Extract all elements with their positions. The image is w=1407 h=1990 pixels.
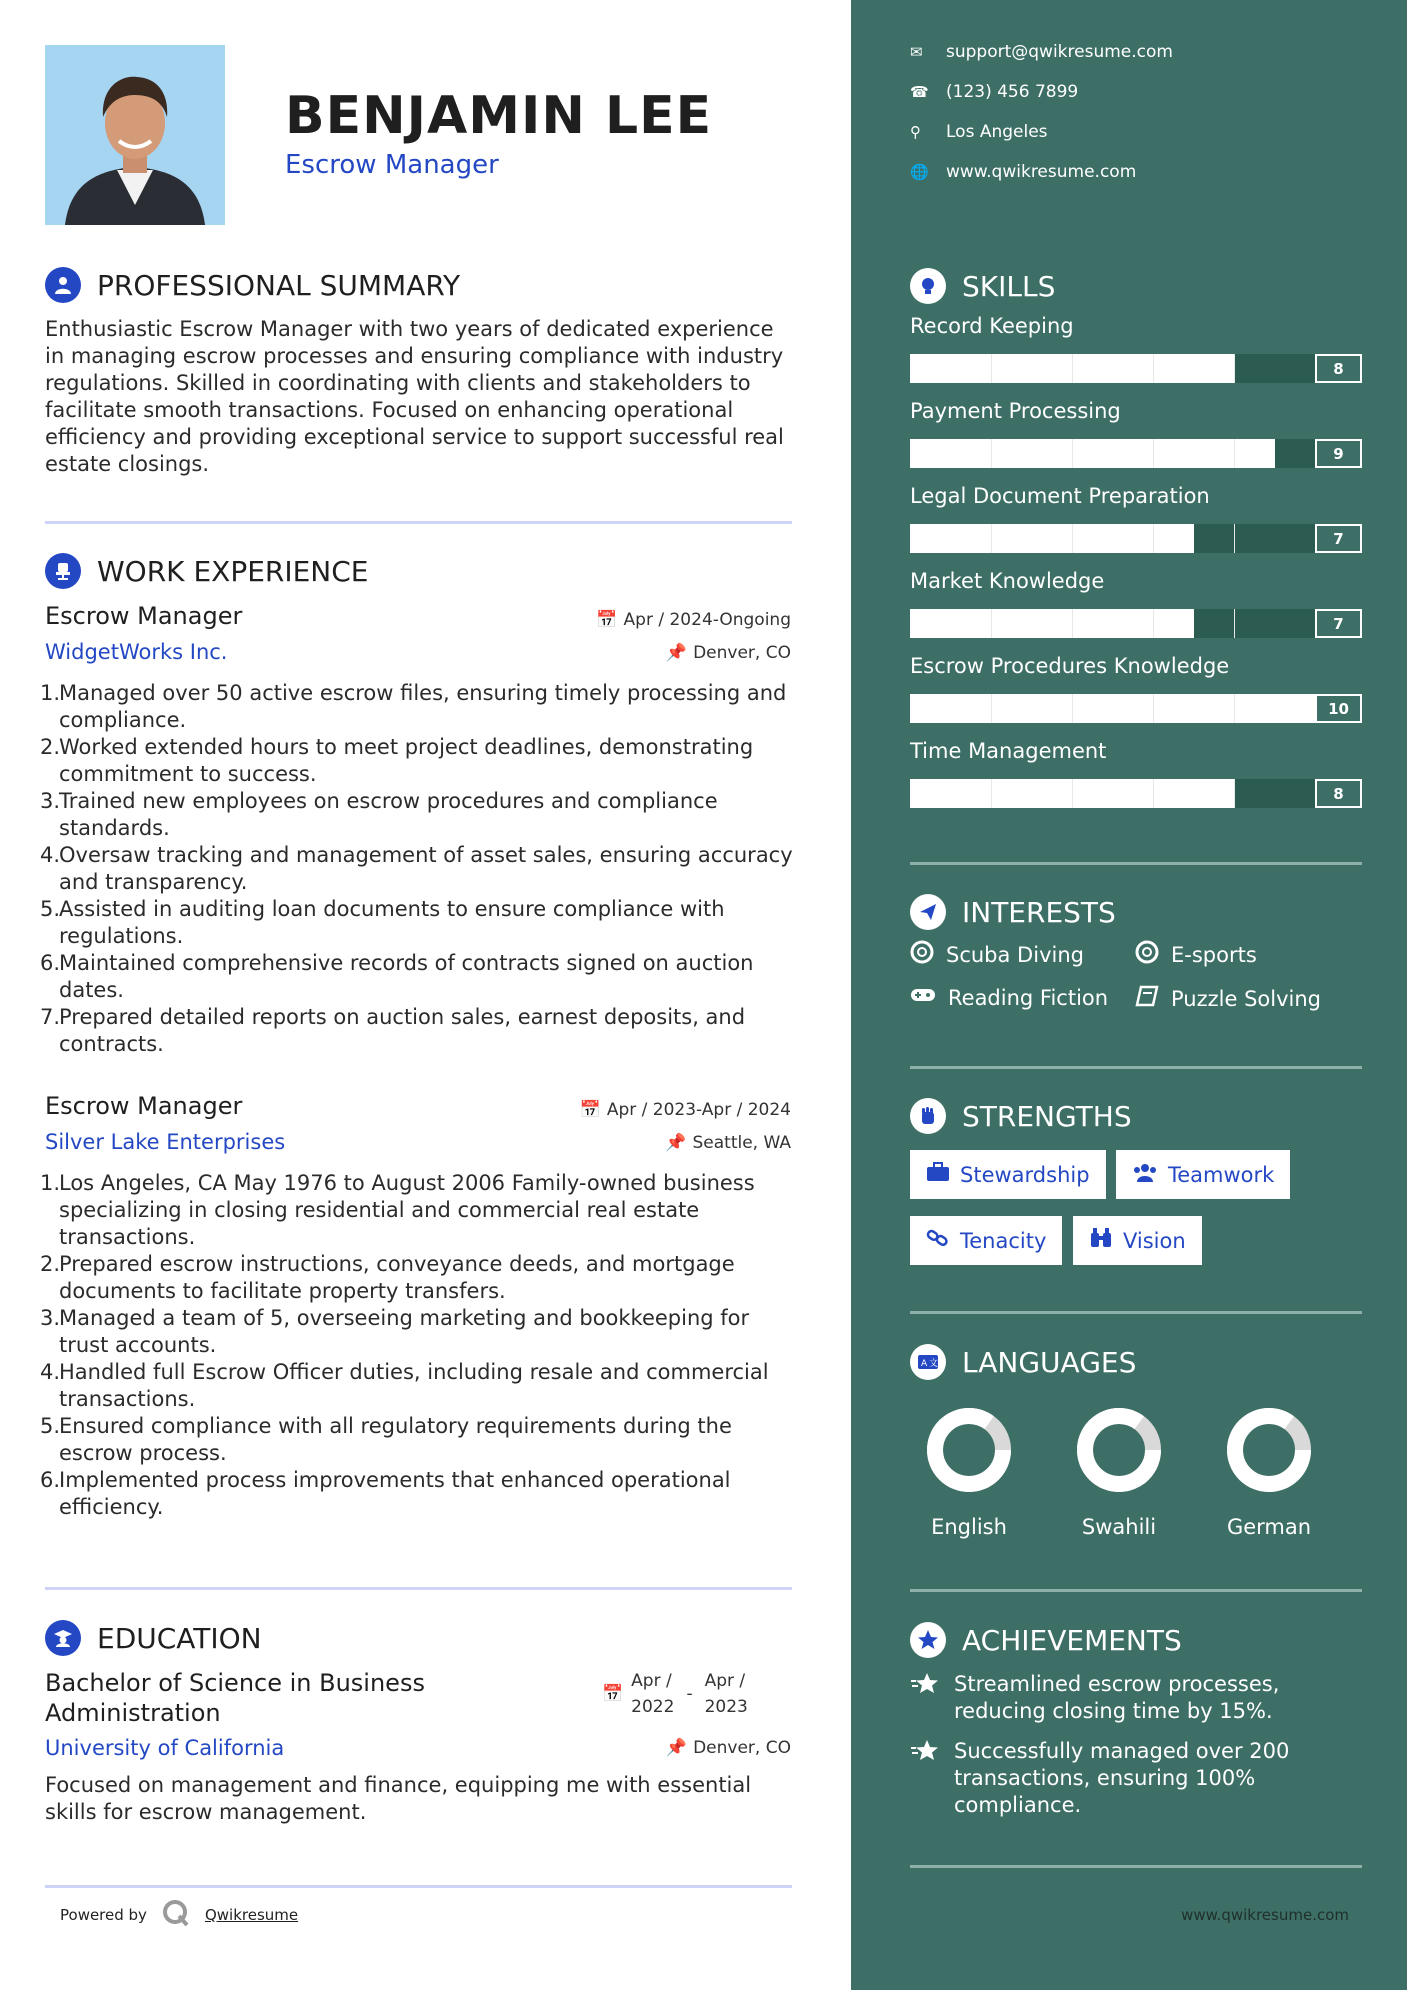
contact-location — [910, 122, 1173, 142]
skill-bar — [910, 779, 1315, 808]
list-item: 1. Los Angeles, CA May 1976 to August 2006 Family-owned business specializing in closing residential and commercial real estate transactions. — [40, 1171, 755, 1249]
education-location-text: Denver, CO — [693, 1738, 791, 1758]
calendar-icon: 📅 — [579, 1100, 601, 1120]
strengths-heading — [910, 1098, 1132, 1134]
strength-label: Stewardship — [960, 1162, 1090, 1187]
skill-bar — [910, 694, 1315, 723]
strength-chip — [1116, 1150, 1290, 1199]
candidate-name: BENJAMIN LEE — [285, 86, 713, 146]
contact-phone-text: (123) 456 7899 — [946, 82, 1079, 102]
job-dates — [596, 610, 791, 630]
svg-text:A: A — [921, 1359, 928, 1369]
job-duties — [40, 1170, 800, 1521]
education-title: EDUCATION — [97, 1621, 262, 1655]
experience-title: WORK EXPERIENCE — [97, 554, 369, 588]
job-title: Escrow Manager — [45, 602, 243, 630]
skill-level-badge: 10 — [1315, 694, 1362, 723]
education-heading — [45, 1620, 262, 1656]
star-icon — [910, 1738, 940, 1819]
strength-chip — [1073, 1216, 1202, 1265]
achievements-title: ACHIEVEMENTS — [962, 1623, 1182, 1657]
strength-chip — [910, 1150, 1106, 1199]
job-location-text: Seattle, WA — [692, 1133, 791, 1153]
sidebar — [851, 0, 1407, 1990]
skill-level-badge: 8 — [1315, 779, 1362, 808]
office-chair-icon — [45, 553, 81, 589]
achievement-text: Streamlined escrow processes, reducing closing time by 15%. — [954, 1672, 1280, 1723]
skill-bar-segment — [1153, 779, 1154, 808]
skill-bar-fill — [910, 609, 1194, 638]
skill-row — [910, 484, 1365, 554]
languages-title: LANGUAGES — [962, 1345, 1137, 1379]
user-icon — [45, 267, 81, 303]
pin-icon: 📌 — [665, 1738, 688, 1758]
skill-bar-segment — [991, 694, 992, 723]
map-marker-icon: ⚲ — [910, 123, 921, 141]
language-donut — [894, 1405, 1044, 1505]
start-date: Apr / 2022 — [631, 1671, 675, 1717]
skill-bar-segment — [1153, 354, 1154, 383]
contact-list — [910, 42, 1173, 182]
pin-icon: 📌 — [665, 643, 688, 663]
job-title: Escrow Manager — [45, 1092, 243, 1120]
education-text: Focused on management and finance, equipping me with essential skills for escrow management. — [45, 1773, 752, 1824]
section-divider — [910, 1589, 1362, 1592]
phone-icon: ☎ — [910, 83, 929, 101]
list-item: 2. Prepared escrow instructions, conveyance deeds, and mortgage documents to facilitate property transfers. — [40, 1252, 735, 1303]
list-item: 2. Worked extended hours to meet project deadlines, demonstrating commitment to success. — [40, 735, 754, 786]
job-dates-text: Apr / 2023-Apr / 2024 — [606, 1100, 791, 1120]
footer-url[interactable]: www.qwikresume.com — [1181, 1906, 1349, 1924]
list-item: 6. Implemented process improvements that enhanced operational efficiency. — [40, 1468, 731, 1519]
contact-phone[interactable] — [910, 82, 1173, 102]
skill-bar-segment — [991, 439, 992, 468]
strength-label: Vision — [1123, 1228, 1186, 1253]
language-item — [894, 1405, 1044, 1539]
skill-name: Payment Processing — [910, 399, 1121, 423]
star-badge-icon — [910, 1622, 946, 1658]
interest-item — [910, 985, 1108, 1010]
interests-title: INTERESTS — [962, 895, 1116, 929]
skill-name: Market Knowledge — [910, 569, 1105, 593]
skill-bar-segment — [1234, 694, 1235, 723]
job-company: Silver Lake Enterprises — [45, 1130, 286, 1154]
interest-item — [1135, 940, 1257, 969]
skill-row — [910, 314, 1365, 384]
summary-title: PROFESSIONAL SUMMARY — [97, 268, 461, 302]
job-location — [665, 1133, 791, 1153]
profile-photo — [45, 45, 225, 225]
job-duties — [40, 680, 800, 1058]
calendar-icon: 📅 — [602, 1684, 624, 1704]
interest-label: Reading Fiction — [948, 985, 1109, 1010]
translate-icon — [910, 1344, 946, 1380]
list-item: 7. Prepared detailed reports on auction sales, earnest deposits, and contracts. — [40, 1005, 746, 1056]
list-item: 3. Trained new employees on escrow procedures and compliance standards. — [40, 789, 718, 840]
interest-label: Puzzle Solving — [1171, 986, 1321, 1011]
school-name: University of California — [45, 1736, 285, 1760]
language-name: German — [1226, 1515, 1312, 1539]
education-dates — [602, 1668, 748, 1720]
list-item: 5. Ensured compliance with all regulatory requirements during the escrow process. — [40, 1414, 732, 1465]
language-donut — [1194, 1405, 1344, 1505]
lightbulb-icon — [910, 268, 946, 304]
skill-row — [910, 569, 1365, 639]
achievement-item — [910, 1671, 1330, 1725]
book-icon — [1135, 985, 1159, 1012]
skill-bar-segment — [1072, 439, 1073, 468]
users-icon — [1132, 1162, 1158, 1187]
language-item — [1194, 1405, 1344, 1539]
strengths-title: STRENGTHS — [962, 1099, 1132, 1133]
summary-text: Enthusiastic Escrow Manager with two years of dedicated experience in managing escrow processes and ensuring compliance with industry regulations. Skilled in coordinating with clients and stakeholders to facilitate smooth transactions. Focused on enhancing operational efficiency and providing exceptional service to support successful real estate closings. — [45, 317, 784, 476]
globe-icon: 🌐 — [910, 163, 929, 181]
skill-bar-segment — [991, 354, 992, 383]
list-item: 4. Oversaw tracking and management of asset sales, ensuring accuracy and transparency. — [40, 843, 793, 894]
section-divider — [910, 1066, 1362, 1069]
star-icon — [910, 1671, 940, 1725]
experience-heading — [45, 553, 368, 589]
achievements-heading — [910, 1622, 1182, 1658]
language-name: Swahili — [1081, 1515, 1157, 1539]
summary-heading — [45, 267, 460, 303]
lifebuoy-icon — [1135, 940, 1159, 969]
skill-bar-segment — [1234, 524, 1235, 553]
skill-bar-segment — [1072, 524, 1073, 553]
svg-text:文: 文 — [929, 1359, 939, 1369]
qwikresume-logo-icon — [161, 1898, 191, 1932]
education-location — [666, 1738, 791, 1758]
section-divider — [910, 1311, 1362, 1314]
contact-location-text: Los Angeles — [946, 122, 1048, 142]
skill-bar-segment — [991, 779, 992, 808]
language-donut — [1044, 1405, 1194, 1505]
degree-line: Bachelor of Science in Business — [45, 1669, 425, 1697]
paper-plane-icon — [910, 894, 946, 930]
skill-row — [910, 654, 1365, 724]
skill-level-badge: 9 — [1315, 439, 1362, 468]
skill-bar-segment — [1072, 779, 1073, 808]
degree-title — [45, 1668, 425, 1728]
language-item — [1044, 1405, 1194, 1539]
skill-row — [910, 399, 1365, 469]
interest-item — [910, 940, 1084, 969]
job-location-text: Denver, CO — [693, 643, 791, 663]
skill-bar-segment — [1234, 609, 1235, 638]
fist-icon — [910, 1098, 946, 1134]
calendar-icon: 📅 — [596, 610, 618, 630]
powered-by — [60, 1898, 298, 1932]
skill-name: Time Management — [910, 739, 1107, 763]
skill-bar-segment — [1072, 354, 1073, 383]
job-dates — [580, 1100, 791, 1120]
section-divider — [45, 1587, 792, 1590]
strength-chip — [910, 1216, 1062, 1265]
languages-list — [894, 1405, 1354, 1555]
skill-level-badge: 8 — [1315, 354, 1362, 383]
link-icon — [926, 1228, 950, 1253]
degree-line: Administration — [45, 1699, 221, 1727]
briefcase-icon — [926, 1162, 950, 1187]
section-divider — [910, 1865, 1362, 1868]
achievement-item — [910, 1738, 1330, 1819]
skill-bar-segment — [1153, 439, 1154, 468]
skill-bar-segment — [991, 609, 992, 638]
date-separator: - — [686, 1684, 693, 1704]
skill-bar-segment — [1072, 694, 1073, 723]
skills-heading — [910, 268, 1055, 304]
end-date: Apr / 2023 — [704, 1671, 748, 1717]
pin-icon: 📌 — [665, 1133, 687, 1153]
strength-label: Teamwork — [1168, 1162, 1275, 1187]
section-divider — [45, 521, 792, 524]
skill-bar-segment — [1234, 779, 1235, 808]
skill-bar-segment — [1234, 354, 1235, 383]
skill-bar-segment — [1153, 524, 1154, 553]
job-location — [666, 643, 791, 663]
skill-bar-segment — [1153, 694, 1154, 723]
graduate-icon — [45, 1620, 81, 1656]
skill-bar-segment — [1234, 439, 1235, 468]
skill-bar-fill — [910, 439, 1275, 468]
achievement-text: Successfully managed over 200 transactions, ensuring 100% compliance. — [954, 1739, 1290, 1817]
interest-label: Scuba Diving — [946, 942, 1084, 967]
skill-bar-segment — [1072, 609, 1073, 638]
skill-bar — [910, 524, 1315, 553]
skill-bar — [910, 439, 1315, 468]
languages-heading — [910, 1344, 1136, 1380]
skill-level-badge: 7 — [1315, 524, 1362, 553]
interest-label: E-sports — [1171, 942, 1257, 967]
language-name: English — [931, 1515, 1007, 1539]
contact-email[interactable] — [910, 42, 1173, 62]
brand-link[interactable]: Qwikresume — [204, 1906, 299, 1924]
skill-bar — [910, 609, 1315, 638]
list-item: 6. Maintained comprehensive records of contracts signed on auction dates. — [40, 951, 754, 1002]
candidate-role: Escrow Manager — [285, 150, 499, 180]
section-divider — [45, 1885, 792, 1888]
section-divider — [910, 862, 1362, 865]
powered-by-label: Powered by — [60, 1906, 147, 1924]
envelope-icon: ✉ — [910, 43, 923, 61]
skill-name: Escrow Procedures Knowledge — [910, 654, 1230, 678]
list-item: 4. Handled full Escrow Officer duties, including resale and commercial transactions. — [40, 1360, 769, 1411]
list-item: 3. Managed a team of 5, overseeing marketing and bookkeeping for trust accounts. — [40, 1306, 750, 1357]
skill-bar — [910, 354, 1315, 383]
list-item: 5. Assisted in auditing loan documents to ensure compliance with regulations. — [40, 897, 725, 948]
skill-level-badge: 7 — [1315, 609, 1362, 638]
skill-bar-segment — [991, 524, 992, 553]
skills-title: SKILLS — [962, 269, 1056, 303]
contact-website-text: www.qwikresume.com — [946, 162, 1137, 182]
lifebuoy-icon — [910, 940, 934, 969]
contact-email-text: support@qwikresume.com — [946, 42, 1173, 62]
interest-item — [1135, 985, 1321, 1012]
binoculars-icon — [1089, 1227, 1113, 1254]
interests-heading — [910, 894, 1116, 930]
contact-website[interactable] — [910, 162, 1173, 182]
skill-bar-segment — [1153, 609, 1154, 638]
gamepad-icon — [910, 985, 936, 1010]
skill-row — [910, 739, 1365, 809]
skill-bar-fill — [910, 694, 1315, 723]
job-company: WidgetWorks Inc. — [45, 640, 228, 664]
skill-name: Legal Document Preparation — [910, 484, 1210, 508]
job-dates-text: Apr / 2024-Ongoing — [623, 610, 791, 630]
skill-bar-fill — [910, 524, 1194, 553]
list-item: 1. Managed over 50 active escrow files, ensuring timely processing and compliance. — [40, 681, 787, 732]
strength-label: Tenacity — [960, 1228, 1047, 1253]
skill-name: Record Keeping — [910, 314, 1074, 338]
